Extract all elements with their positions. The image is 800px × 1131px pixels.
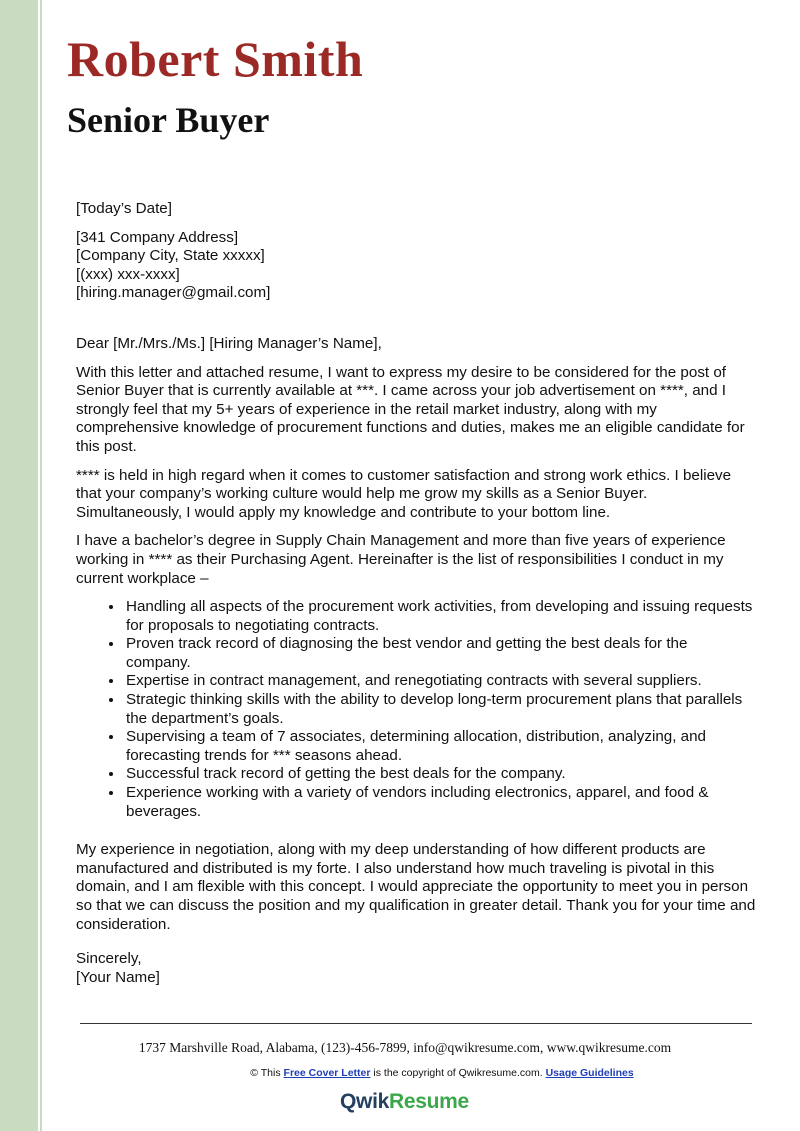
address-line: [341 Company Address] [76, 228, 239, 246]
body-paragraph: **** is held in high regard when it comes to customer satisfaction and strong work ethics. I believe that your company’s working culture would help me grow my skills as a Senior Buyer. Simultaneously, I would apply my knowledge and contribute to your bottom line. [76, 466, 732, 521]
copyright-notice [0, 1067, 800, 1079]
decorative-sidebar-line [40, 0, 42, 1131]
footer-contact: 1737 Marshville Road, Alabama, (123)-456-7899, info@qwikresume.com, www.qwikresume.com [138, 1040, 672, 1055]
responsibilities-list [76, 598, 756, 821]
letter-body [76, 200, 756, 987]
body-paragraph: With this letter and attached resume, I want to express my desire to be considered for the post of Senior Buyer that is currently available at ***. I came across your job advertisement on ****, and I strongly feel that my 5+ years of experience in the retail market industry, along with my comprehensive knowledge of procurement functions and duties, makes me an eligible candidate for this post. [76, 363, 745, 455]
list-item: • Expertise in contract management, and renegotiating contracts with several suppliers. [124, 672, 756, 691]
address-line: [(xxx) xxx-xxxx] [76, 265, 180, 283]
copyright-prefix: © This [250, 1067, 281, 1079]
list-item: • Experience working with a variety of vendors including electronics, apparel, and food & beverages. [124, 784, 756, 821]
footer-divider [80, 1023, 752, 1024]
body-paragraph: I have a bachelor’s degree in Supply Chain Management and more than five years of experience working in **** as their Purchasing Agent. Hereinafter is the list of responsibilities I conduct in my current workplace – [76, 532, 726, 587]
closing-paragraph: My experience in negotiation, along with my deep understanding of how different products are manufactured and distributed is my forte. I also understand how much traveling is pivotal in this domain, and I am flexible with this concept. I would appreciate the opportunity to meet you in person so that we can discuss the position and my qualification in greater detail. Thank you for your time and consideration. [76, 841, 756, 933]
list-item: • Supervising a team of 7 associates, determining allocation, distribution, analyzing, and forecasting trends for *** seasons ahead. [124, 728, 756, 765]
job-title: Senior Buyer [67, 100, 270, 140]
signature: [Your Name] [76, 968, 160, 986]
address-line: [Company City, State xxxxx] [76, 247, 265, 265]
list-item: • Proven track record of diagnosing the best vendor and getting the best deals for the company. [124, 635, 756, 672]
signoff: Sincerely, [76, 950, 142, 968]
list-item: • Strategic thinking skills with the ability to develop long-term procurement plans that parallels the department’s goals. [124, 691, 756, 728]
usage-guidelines-link[interactable]: Usage Guidelines [545, 1067, 634, 1079]
logo-part-qwik: Qwik [340, 1090, 389, 1113]
copyright-middle: is the copyright of Qwikresume.com. [373, 1067, 543, 1079]
letter-date: [Today’s Date] [76, 200, 172, 217]
applicant-name: Robert Smith [67, 31, 364, 87]
greeting: Dear [Mr./Mrs./Ms.] [Hiring Manager’s Name], [76, 334, 382, 352]
qwikresume-logo [340, 1090, 469, 1114]
list-item: • Successful track record of getting the best deals for the company. [124, 765, 756, 784]
recipient-address [76, 229, 756, 303]
decorative-sidebar [0, 0, 38, 1131]
address-line: [hiring.manager@gmail.com] [76, 284, 271, 302]
list-item: • Handling all aspects of the procurement work activities, from developing and issuing requests for proposals to negotiating contracts. [124, 598, 756, 635]
free-cover-letter-link[interactable]: Free Cover Letter [283, 1067, 371, 1079]
logo-part-resume: Resume [388, 1090, 469, 1113]
